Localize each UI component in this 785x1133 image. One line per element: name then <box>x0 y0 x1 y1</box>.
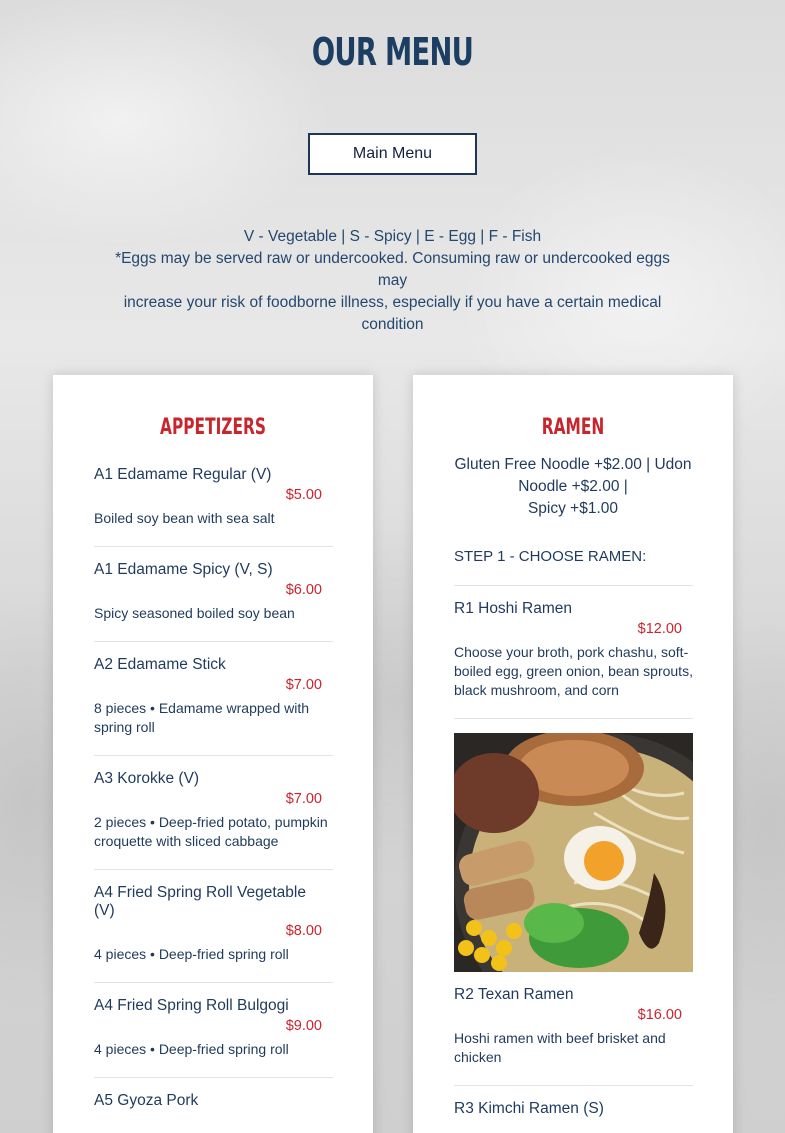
menu-item <box>454 1100 693 1133</box>
ramen-note-line-1: Gluten Free Noodle +$2.00 | Udon Noodle +$2.00 | <box>454 456 692 495</box>
menu-item <box>94 770 333 870</box>
ramen-card <box>413 375 733 1133</box>
item-description: Choose your broth, pork chashu, soft-boiled egg, green onion, bean sprouts, black mushroom, and corn <box>454 644 693 698</box>
menu-item <box>94 884 333 983</box>
item-price: $7.00 <box>285 677 322 693</box>
item-name: A5 Gyoza Pork <box>94 1092 199 1109</box>
item-name: A4 Fried Spring Roll Vegetable (V) <box>94 884 306 919</box>
item-name: A4 Fried Spring Roll Bulgogi <box>94 997 289 1014</box>
item-description: Spicy seasoned boiled soy bean <box>94 605 295 621</box>
item-price: $8.00 <box>285 923 322 939</box>
legend-warning-1: *Eggs may be served raw or undercooked. Consuming raw or undercooked eggs may <box>115 250 670 289</box>
item-price: $5.00 <box>285 487 322 503</box>
item-name: A2 Edamame Stick <box>94 656 226 673</box>
ramen-illustration <box>454 733 693 972</box>
item-description: 4 pieces • Deep-fried spring roll <box>94 1041 289 1057</box>
item-description: 4 pieces • Deep-fried spring roll <box>94 946 289 962</box>
main-menu-button[interactable]: Main Menu <box>308 133 477 175</box>
ramen-note-line-2: Spicy +$1.00 <box>527 500 619 517</box>
ramen-photo <box>454 733 693 972</box>
menu-item <box>94 466 333 547</box>
ramen-heading: RAMEN <box>541 415 605 440</box>
item-name: R2 Texan Ramen <box>454 986 574 1003</box>
appetizers-heading: APPETIZERS <box>160 415 266 440</box>
item-description: 2 pieces • Deep-fried potato, pumpkin croquette with sliced cabbage <box>94 814 328 849</box>
menu-item <box>94 1092 333 1128</box>
item-price: $12.00 <box>637 621 682 637</box>
page-title: OUR MENU <box>311 30 474 74</box>
item-description: 8 pieces • Edamame wrapped with spring roll <box>94 700 310 735</box>
item-price: $6.00 <box>285 582 322 598</box>
menu-item <box>94 561 333 642</box>
item-name: R3 Kimchi Ramen (S) <box>454 1100 604 1117</box>
menu-item <box>94 997 333 1078</box>
dietary-legend <box>100 226 685 336</box>
item-name: A3 Korokke (V) <box>94 770 200 787</box>
item-price: $16.00 <box>637 1007 682 1023</box>
ramen-options-note <box>413 454 733 520</box>
item-price: $7.00 <box>285 791 322 807</box>
menu-item <box>94 656 333 756</box>
legend-key: V - Vegetable | S - Spicy | E - Egg | F - Fish <box>243 228 542 245</box>
item-name: A1 Edamame Regular (V) <box>94 466 272 483</box>
menu-item <box>454 600 693 719</box>
item-name: R1 Hoshi Ramen <box>454 600 573 617</box>
item-price: $9.00 <box>285 1018 322 1034</box>
menu-item <box>454 986 693 1086</box>
item-description: Boiled soy bean with sea salt <box>94 510 275 526</box>
appetizers-card <box>53 375 373 1133</box>
legend-warning-2: increase your risk of foodborne illness, especially if you have a certain medical condition <box>123 294 662 333</box>
item-description: Hoshi ramen with beef brisket and chicken <box>454 1030 666 1065</box>
item-name: A1 Edamame Spicy (V, S) <box>94 561 273 578</box>
step-heading: STEP 1 - CHOOSE RAMEN: <box>454 548 693 586</box>
